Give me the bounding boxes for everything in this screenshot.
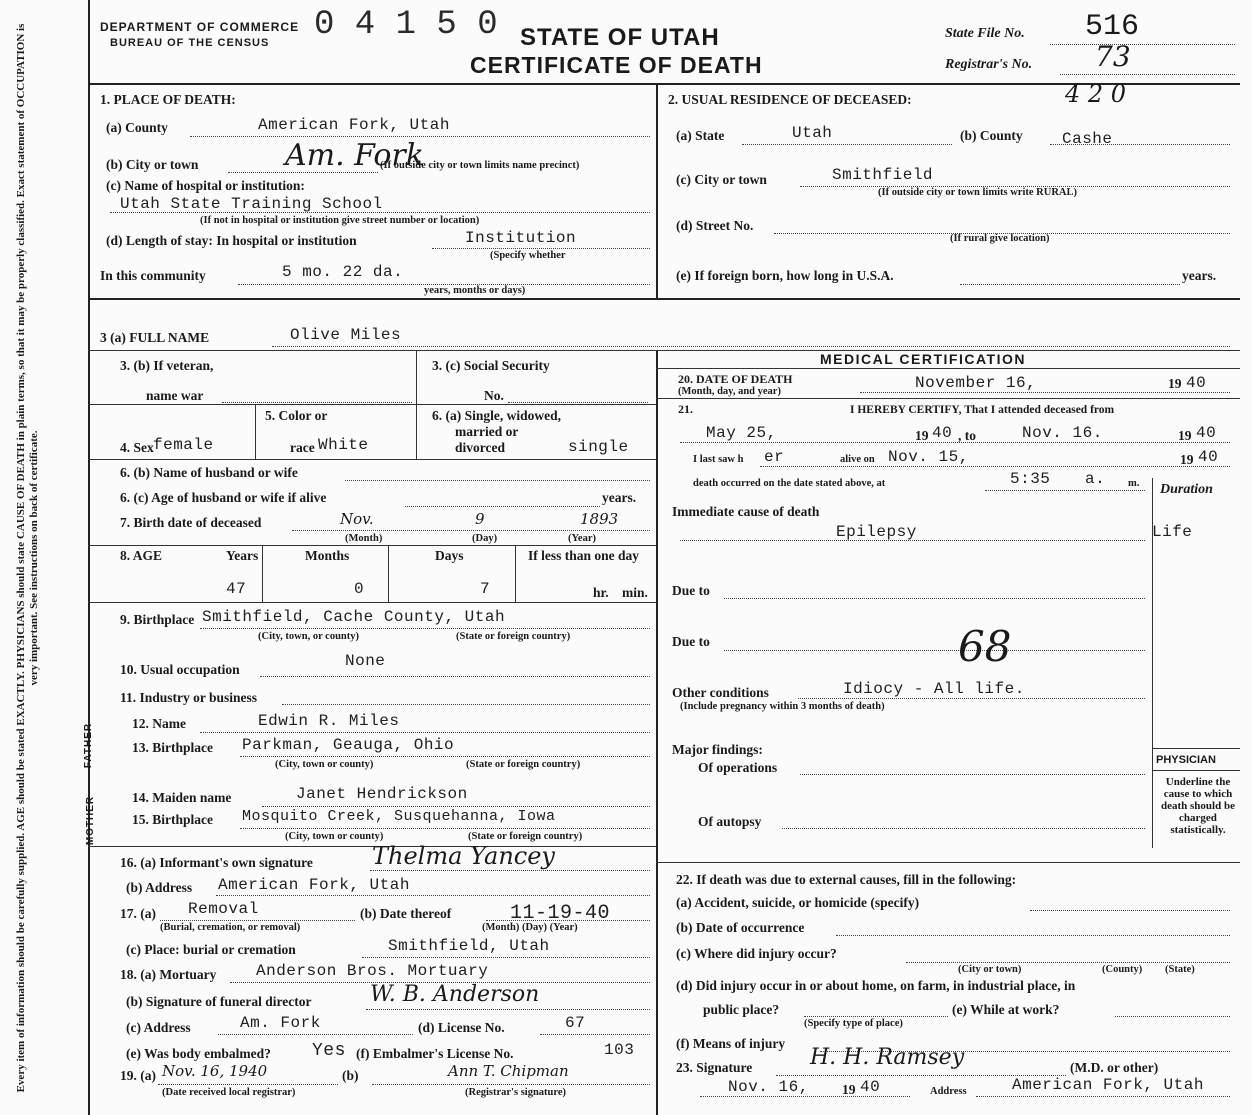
last-saw-label: I last saw h <box>693 454 744 465</box>
industry-label: 11. Industry or business <box>120 690 258 705</box>
father-name: Edwin R. Miles <box>258 712 400 730</box>
birth-month: Nov. <box>340 510 374 528</box>
date-of-death: November 16, <box>915 374 1037 392</box>
other-conditions: Idiocy - All life. <box>843 680 1025 698</box>
dod-year-prefix: 19 <box>1168 376 1182 391</box>
registrar-date: Nov. 16, 1940 <box>162 1062 268 1080</box>
sex-label: 4. Sex <box>120 440 154 455</box>
signature-address: American Fork, Utah <box>1012 1076 1204 1094</box>
state-title: STATE OF UTAH <box>520 24 720 51</box>
street-note: (If rural give location) <box>950 233 1050 244</box>
major-findings-label: Major findings: <box>672 742 763 757</box>
physician-label: PHYSICIAN <box>1156 754 1216 766</box>
residence-city: Smithfield <box>832 166 934 184</box>
registrar-sig-label: (b) <box>342 1068 359 1083</box>
registrar-date-note: (Date received local registrar) <box>162 1087 296 1098</box>
to-year: 40 <box>1196 424 1217 442</box>
occurred-label: death occurred on the date stated above, at <box>693 478 886 489</box>
city-note: (If outside city or town limits name precinct) <box>380 160 580 171</box>
veteran-label: 3. (b) If veteran, <box>120 358 214 373</box>
father-city-note: (City, town or county) <box>275 759 374 770</box>
marital-label-1: 6. (a) Single, widowed, <box>432 408 562 423</box>
attended-to: Nov. 16. <box>1022 424 1103 442</box>
certificate-title: CERTIFICATE OF DEATH <box>470 52 763 78</box>
death-am: a. <box>1085 470 1106 488</box>
physician-signature: H. H. Ramsey <box>810 1045 965 1070</box>
community-value: 5 mo. 22 da. <box>282 263 404 281</box>
residence-city-label: (c) City or town <box>676 172 767 187</box>
birth-date-label: 7. Birth date of deceased <box>120 515 262 530</box>
community-note: years, months or days) <box>424 285 526 296</box>
underline-note: Underline the cause to which death should be charged statistically. <box>1161 776 1235 836</box>
residence-county: Cashe <box>1062 130 1113 148</box>
dod-note: (Month, day, and year) <box>678 386 781 397</box>
residence-city-note: (If outside city or town limits write RURAL) <box>878 187 1077 198</box>
registrar-date-label: 19. (a) <box>120 1068 156 1083</box>
mother-birthplace-label: 15. Birthplace <box>132 812 213 827</box>
hospital-note: (If not in hospital or institution give street number or location) <box>200 215 480 226</box>
occupation: None <box>345 652 386 670</box>
death-m: m. <box>1128 478 1140 489</box>
registrar-signature: Ann T. Chipman <box>448 1062 569 1080</box>
marital-value: single <box>568 438 629 456</box>
full-name: Olive Miles <box>290 326 402 344</box>
burial-place: Smithfield, Utah <box>388 937 550 955</box>
embalmed-label: (e) Was body embalmed? <box>126 1046 271 1061</box>
mother-maiden-name: Janet Hendrickson <box>296 785 468 803</box>
dod-year: 40 <box>1186 374 1207 392</box>
mortuary-address-label: (c) Address <box>126 1020 191 1035</box>
state-file-number: 516 <box>1085 10 1140 44</box>
father-label: FATHER <box>83 722 95 769</box>
signature-year: 40 <box>860 1078 881 1096</box>
foreign-years-label: years. <box>1182 268 1217 283</box>
father-birthplace-label: 13. Birthplace <box>132 740 213 755</box>
spouse-name-label: 6. (b) Name of husband or wife <box>120 465 298 480</box>
occurrence-date-label: (b) Date of occurrence <box>676 920 805 935</box>
last-saw-year: 40 <box>1198 448 1219 466</box>
to-year-prefix: 19 <box>1178 428 1192 443</box>
place-of-death-label: 1. PLACE OF DEATH: <box>100 92 236 107</box>
birthplace: Smithfield, Cache County, Utah <box>202 608 506 626</box>
residence-label: 2. USUAL RESIDENCE OF DECEASED: <box>668 92 912 107</box>
age-days-label: Days <box>435 548 464 563</box>
to-label: , to <box>958 428 976 443</box>
lower-column-divider <box>656 350 658 1115</box>
signature-address-label: Address <box>930 1086 967 1097</box>
residence-code: 4 2 0 <box>1065 80 1127 108</box>
sex-value: female <box>153 436 214 454</box>
age-label: 8. AGE <box>120 548 163 563</box>
death-county: American Fork, Utah <box>258 116 450 134</box>
operations-label: Of operations <box>698 760 778 775</box>
disposition: Removal <box>188 900 259 918</box>
maiden-label: 14. Maiden name <box>132 790 232 805</box>
color-label: 5. Color or <box>265 408 328 423</box>
disposition-note: (Burial, cremation, or removal) <box>160 922 301 933</box>
while-at-work-label: (e) While at work? <box>952 1002 1060 1017</box>
age-months: 0 <box>354 580 365 598</box>
cause-code: 68 <box>958 622 1012 671</box>
due-to-2-label: Due to <box>672 634 710 649</box>
external-causes-label: 22. If death was due to external causes, fill in the following: <box>676 872 1017 887</box>
race-value: White <box>318 436 369 454</box>
informant-signature-label: 16. (a) Informant's own signature <box>120 855 313 870</box>
mother-state-note: (State or foreign country) <box>468 831 583 842</box>
informant-address-label: (b) Address <box>126 880 193 895</box>
last-saw-date: Nov. 15, <box>888 448 969 466</box>
spouse-age-label: 6. (c) Age of husband or wife if alive <box>120 490 327 505</box>
means-of-injury-label: (f) Means of injury <box>676 1036 786 1051</box>
race-label: race <box>290 440 315 455</box>
ss-no-label: No. <box>484 388 504 403</box>
alive-on-label: alive on <box>840 454 875 465</box>
state-file-label: State File No. <box>945 26 1025 41</box>
war-label: name war <box>146 388 204 403</box>
injury-location-label: (d) Did injury occur in or about home, on farm, in industrial place, in <box>676 978 1076 993</box>
community-label: In this community <box>100 268 206 283</box>
license-label: (d) License No. <box>418 1020 505 1035</box>
father-name-label: 12. Name <box>132 716 186 731</box>
mother-city-note: (City, town or county) <box>285 831 384 842</box>
embalmed-value: Yes <box>312 1041 346 1061</box>
due-to-1-label: Due to <box>672 583 710 598</box>
disposition-label: 17. (a) <box>120 906 156 921</box>
specify-note: (Specify whether <box>490 250 566 261</box>
injury-county-note: (County) <box>1102 964 1143 975</box>
age-months-label: Months <box>305 548 350 563</box>
birthplace-state-note: (State or foreign country) <box>456 631 571 642</box>
signature-date: Nov. 16, <box>728 1078 809 1096</box>
spouse-years-label: years. <box>602 490 637 505</box>
immediate-cause: Epilepsy <box>836 523 917 541</box>
accident-label: (a) Accident, suicide, or homicide (specify) <box>676 895 920 910</box>
bureau-label: BUREAU OF THE CENSUS <box>110 37 270 49</box>
attended-from: May 25, <box>706 424 777 442</box>
occupation-label: 10. Usual occupation <box>120 662 240 677</box>
injury-state-note: (State) <box>1165 964 1195 975</box>
registrar-number: 73 <box>1095 40 1131 73</box>
public-place-label: public place? <box>703 1002 780 1017</box>
min-label: min. <box>622 585 648 600</box>
embalmer-license: 103 <box>604 1041 635 1059</box>
autopsy-label: Of autopsy <box>698 814 762 829</box>
informant-signature: Thelma Yancey <box>372 842 555 870</box>
registrar-sig-note: (Registrar's signature) <box>465 1087 566 1098</box>
marital-label-3: divorced <box>455 440 505 455</box>
month-note: (Month) <box>345 533 383 544</box>
full-name-label: 3 (a) FULL NAME <box>100 330 210 345</box>
birth-year: 1893 <box>580 510 619 528</box>
director-signature: W. B. Anderson <box>370 982 540 1007</box>
place-type-note: (Specify type of place) <box>804 1018 903 1029</box>
frame-left <box>88 0 90 1115</box>
death-city: Am. Fork <box>285 138 424 173</box>
hospital-name: Utah State Training School <box>120 195 383 213</box>
mother-label: MOTHER <box>85 795 97 846</box>
side-instructions: Every item of information should be carefully supplied. AGE should be stated EXACTLY. PHYSICIANS should state CAUSE OF DEATH in plain terms, so that it may be properly classified. Exact statement of OCCUPATION is very important. See instructions on back of certificate. <box>15 23 40 1093</box>
section-divider <box>88 298 1240 300</box>
less-than-day-label: If less than one day <box>528 548 640 563</box>
last-saw-year-prefix: 19 <box>1180 452 1194 467</box>
certify-text: I HEREBY CERTIFY, That I attended deceased from <box>850 404 1115 416</box>
marital-label-2: married or <box>455 424 519 439</box>
city-label: (b) City or town <box>106 157 199 172</box>
residence-state-label: (a) State <box>676 128 725 143</box>
certify-number: 21. <box>678 402 693 416</box>
father-state-note: (State or foreign country) <box>466 759 581 770</box>
street-label: (d) Street No. <box>676 218 754 233</box>
dod-label: 20. DATE OF DEATH <box>678 372 793 386</box>
death-time: 5:35 <box>1010 470 1051 488</box>
burial-place-label: (c) Place: burial or cremation <box>126 942 296 957</box>
disposition-date: 11-19-40 <box>510 902 611 925</box>
mother-birthplace: Mosquito Creek, Susquehanna, Iowa <box>242 808 556 825</box>
age-years-label: Years <box>226 548 259 563</box>
last-saw-er: er <box>764 448 785 466</box>
birthplace-city-note: (City, town, or county) <box>258 631 360 642</box>
medical-title: MEDICAL CERTIFICATION <box>820 351 1026 367</box>
from-year-prefix: 19 <box>915 428 929 443</box>
residence-state: Utah <box>792 124 833 142</box>
name-divider <box>88 350 1240 351</box>
birth-day: 9 <box>475 510 485 528</box>
embalmer-license-label: (f) Embalmer's License No. <box>356 1046 514 1061</box>
department-label: DEPARTMENT OF COMMERCE <box>100 20 300 34</box>
injury-place-label: (c) Where did injury occur? <box>676 946 837 961</box>
other-conditions-label: Other conditions <box>672 685 769 700</box>
county-label: (a) County <box>106 120 168 135</box>
age-years: 47 <box>226 580 247 598</box>
birthplace-label: 9. Birthplace <box>120 612 195 627</box>
social-security-label: 3. (c) Social Security <box>432 358 550 373</box>
duration-label: Duration <box>1160 482 1213 497</box>
signature-year-prefix: 19 <box>842 1082 856 1097</box>
upper-column-divider <box>656 83 658 298</box>
residence-county-label: (b) County <box>960 128 1023 143</box>
disposition-date-label: (b) Date thereof <box>360 906 452 921</box>
from-year: 40 <box>932 424 953 442</box>
mortuary-address: Am. Fork <box>240 1014 321 1032</box>
other-conditions-note: (Include pregnancy within 3 months of death) <box>680 701 885 712</box>
hr-label: hr. <box>593 585 609 600</box>
foreign-label: (e) If foreign born, how long in U.S.A. <box>676 268 894 283</box>
mortuary: Anderson Bros. Mortuary <box>256 962 489 980</box>
cause-duration: Life <box>1152 523 1193 541</box>
certificate-number: 0 4 1 5 0 <box>314 6 498 44</box>
year-note: (Year) <box>568 533 596 544</box>
disposition-date-note: (Month) (Day) (Year) <box>482 922 578 933</box>
signature-label: 23. Signature <box>676 1060 753 1075</box>
stay-label: (d) Length of stay: In hospital or institution <box>106 233 357 248</box>
md-label: (M.D. or other) <box>1070 1060 1159 1075</box>
informant-address: American Fork, Utah <box>218 876 410 894</box>
stay-value: Institution <box>465 229 577 247</box>
age-days: 7 <box>480 580 491 598</box>
director-label: (b) Signature of funeral director <box>126 994 312 1009</box>
immediate-cause-label: Immediate cause of death <box>672 504 820 519</box>
day-note: (Day) <box>472 533 498 544</box>
injury-city-note: (City or town) <box>958 964 1022 975</box>
hospital-label: (c) Name of hospital or institution: <box>106 178 305 193</box>
license-number: 67 <box>565 1014 586 1032</box>
father-birthplace: Parkman, Geauga, Ohio <box>242 736 455 754</box>
registrar-label: Registrar's No. <box>945 57 1033 72</box>
mortuary-label: 18. (a) Mortuary <box>120 967 217 982</box>
